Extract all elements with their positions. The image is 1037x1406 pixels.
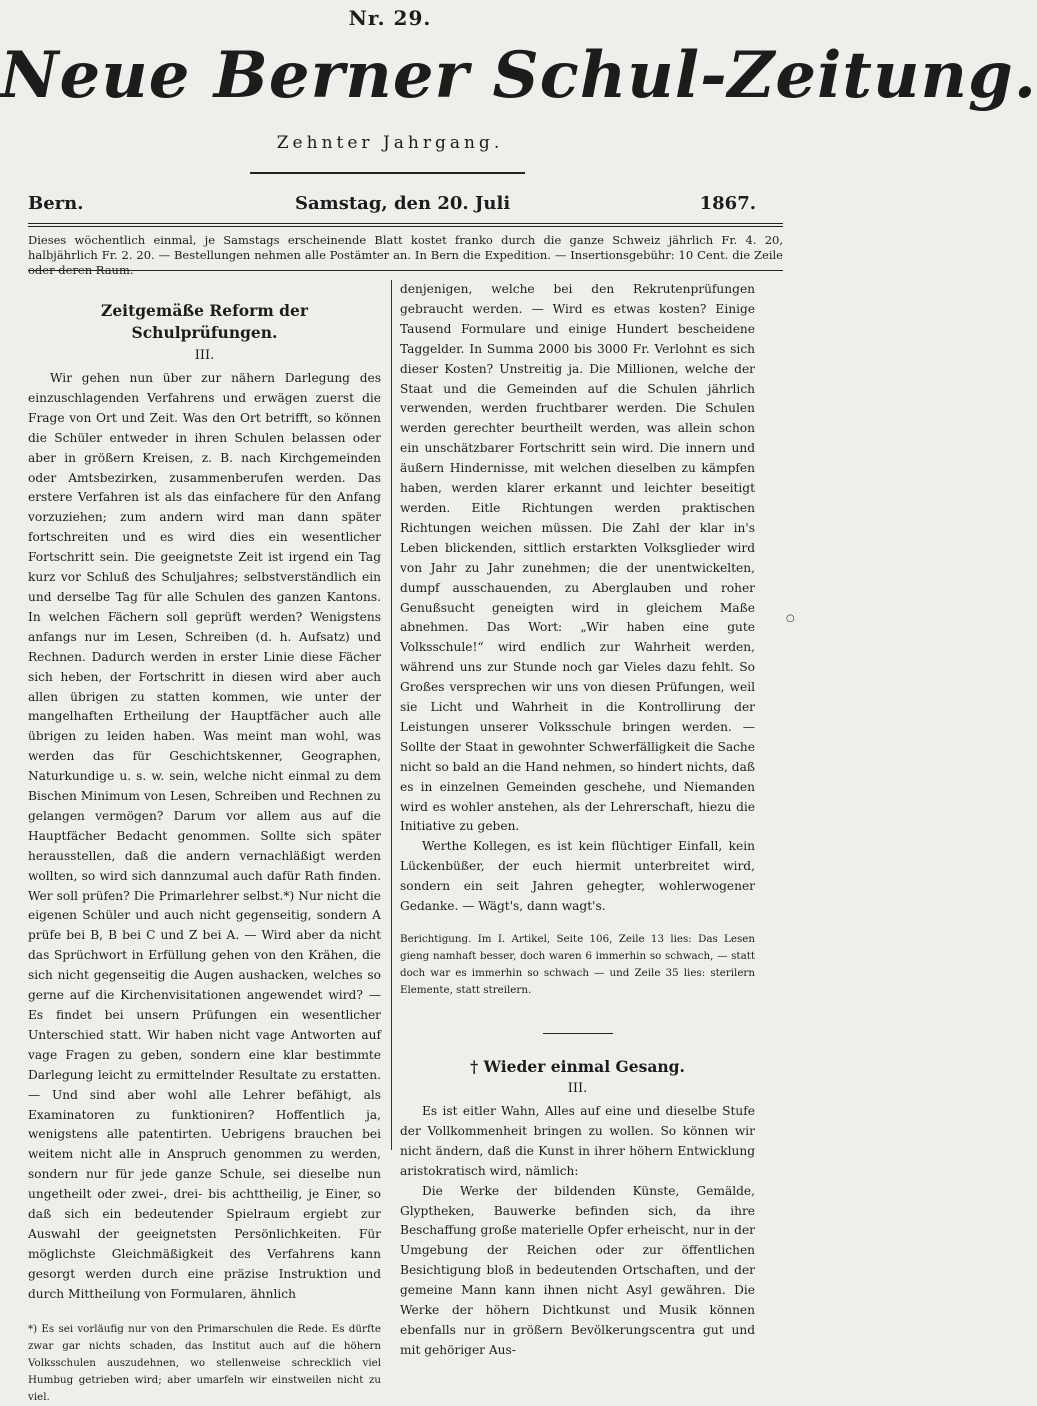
article2-title: † Wieder einmal Gesang. — [470, 1057, 685, 1076]
notice-rule — [28, 270, 783, 271]
article2-part: III. — [567, 1081, 588, 1096]
article2-para1: Es ist eitler Wahn, Alles auf eine und dieselbe Stufe der Vollkommenheit bringen zu wollen. So können wir nicht ändern, daß die Kunst in ihrer höhern Entwicklung aristokratisch wird, nämlich: — [400, 1104, 755, 1178]
correction-notice: Berichtigung. Im I. Artikel, Seite 106, Zeile 13 lies: Das Lesen gieng namhaft besser, doch waren 6 immerhin so schwach, — statt doch war es immerhin so schwach — und Zeile 35 lies: sterilern Elemente, statt streilern. — [400, 933, 755, 996]
article-closing: Werthe Kollegen, es ist kein flüchtiger Einfall, kein Lückenbüßer, der euch hiermit unterbreitet wird, sondern ein seit Jahren gehegter, wohlerwogener Gedanke. — Wägt's, dann wagt's. — [400, 839, 755, 914]
article-continuation: denjenigen, welche bei den Rekrutenprüfungen gebraucht werden. — Wird es etwas kosten? Einige Tausend Formulare und einige Hundert bescheidene Taggelder. In Summa 2000 bis 3000 Fr. Verlohnt es sich dieser Kosten? Unstreitig ja. Die Millionen, welche der Staat und die Gemeinden auf die Schulen jährlich verwenden, werden fruchtbarer werden. Die Schulen werden gerechter beurtheilt werden, was allein schon ein unschätzbarer Fortschritt sein wird. Die innern und äußern Hindernisse, mit welchen dieselben zu kämpfen haben, werden klarer erkannt und leichter beseitigt werden. Eitle Richtungen werden praktischen Richtungen weichen müssen. Die Zahl der klar in's Leben blickenden, sittlich erstarkten Volksglieder wird von Jahr zu Jahr zunehmen; die der unentwickelten, dumpf ausschauenden, zu Aberglauben und roher Genußsucht geneigten wird in gleichem Maße abnehmen. Das Wort: „Wir haben eine gute Volksschule!“ wird endlich zur Wahrheit werden, während uns zur Stunde noch gar Vieles dazu fehlt. So Großes versprechen wir uns von diesen Prüfungen, weil sie Licht und Wahrheit in die Kontrollirung der Leistungen unserer Volksschule bringen werden. — Sollte der Staat in gewohnter Schwerfälligkeit die Sache nicht so bald an die Hand nehmen, so hindert nichts, daß es in einzelnen Gemeinden geschehe, und Niemanden wird es wohler anstehen, als der Lehrerschaft, hiezu die Initiative zu geben. — [400, 282, 755, 834]
volume-line: Zehnter Jahrgang. — [276, 133, 504, 153]
subscription-notice: Dieses wöchentlich einmal, je Samstags erscheinende Blatt kostet franko durch die ganze Schweiz jährlich Fr. 4. 20, halbjährlich Fr. 2. 20. — Bestellungen nehmen alle Postämter an. In Bern die Expedition. — Insertionsgebühr: 10 Cent. die Zeile oder deren Raum. — [28, 233, 783, 277]
article-part: III. — [194, 348, 215, 363]
article2-para2: Die Werke der bildenden Künste, Gemälde, Glyptheken, Bauwerke befinden sich, da ihre Beschaffung große materielle Opfer erheischt, nur in der Umgebung der Reichen oder zur öffentlichen Besichtigung bloß in bedeutenden Ortschaften, und der gemeine Mann kann ihnen nicht Asyl gewähren. Die Werke der höhern Dichtkunst und Musik können ebenfalls nur in größern Bevölkerungscentra gut und mit gehöriger Aus- — [400, 1183, 755, 1357]
right-column — [400, 280, 755, 1361]
left-column — [28, 280, 381, 1406]
section-rule — [543, 1033, 613, 1034]
footnote: *) Es sei vorläufig nur von den Primarschulen die Rede. Es dürfte zwar gar nichts schaden, das Institut auch auf die höhern Volksschulen auszudehnen, wo stellenweise schrecklich viel Humbug getrieben wird; aber umarfeln wir einstweilen nicht zu viel. — [28, 1322, 381, 1403]
dateline-place: Bern. — [28, 193, 84, 214]
margin-circle-icon: ○ — [786, 613, 795, 624]
dateline-date: Samstag, den 20. Juli — [295, 193, 511, 214]
dateline-year: 1867. — [699, 193, 756, 214]
article-body: Wir gehen nun über zur nähern Darlegung des einzuschlagenden Verfahrens und erwägen zuerst die Frage von Ort und Zeit. Was den Ort betrifft, so können die Schüler entweder in ihren Schulen belassen oder aber in größern Kreisen, z. B. nach Kirchgemeinden oder Amtsbezirken, zusammenberufen werden. Das erstere Verfahren ist als das einfachere für den Anfang vorzuziehen; zum andern wird man dann später fortschreiten und es wird dies ein wesentlicher Fortschritt sein. Die geeignetste Zeit ist irgend ein Tag kurz vor Schluß des Schuljahres; selbstverständlich ein und derselbe Tag für alle Schulen des ganzen Kantons. In welchen Fächern soll geprüft werden? Wenigstens anfangs nur im Lesen, Schreiben (d. h. Aufsatz) und Rechnen. Dadurch werden in erster Linie diese Fächer sich heben, der Fortschritt in diesen wird aber auch allen übrigen zu statten kommen, wie unter der mangelhaften Ertheilung der Hauptfächer auch alle übrigen zu leiden haben. Was meint man wohl, was werden das für Geschichtskenner, Geographen, Naturkundige u. s. w. sein, welche nicht einmal zu dem Bischen Minimum von Lesen, Schreiben und Rechnen zu gelangen vermögen? Darum vor allem aus auf die Hauptfächer Bedacht genommen. Sollte sich später herausstellen, daß die andern vernachläßigt werden wollten, so wird sich dannzumal auch dafür Rath finden. Wer soll prüfen? Die Primarlehrer selbst.*) Nur nicht die eigenen Schüler und auch nicht gegenseitig, sondern A prüfe bei B, B bei C und Z bei A. — Wird aber da nicht das Sprüchwort in Erfüllung gehen von den Krähen, die sich nicht gegenseitig die Augen aushacken, welches so gerne auf die Kirchenvisitationen angewendet wird? — Es findet bei unsern Prüfungen ein wesentlicher Unterschied statt. Wir haben nicht vage Antworten auf vage Fragen zu geben, sondern eine klar bestimmte Darlegung leicht zu ermittelnder Resultate zu erstatten. — Und sind aber wohl alle Lehrer befähigt, als Examinatoren zu funktioniren? Hoffentlich ja, wenigstens alle patentirten. Uebrigens brauchen bei weitem nicht alle in Anspruch genommen zu werden, sondern nur für jede ganze Schule, sei dieselbe nun ungetheilt oder zwei-, drei- bis achttheilig, je Einer, so daß sich ein bedeutender Spielraum ergiebt zur Auswahl der geeignetsten Persönlichkeiten. Für möglichste Gleichmäßigkeit des Verfahrens kann gesorgt werden durch eine präzise Instruktion und durch Mittheilung von Formularen, ähnlich — [28, 371, 381, 1301]
issue-number: Nr. 29. — [348, 6, 432, 30]
header-double-rule — [28, 223, 783, 227]
masthead-title: Neue Berner Schul-Zeitung. — [0, 38, 1037, 113]
masthead-rule — [250, 172, 525, 174]
article-title: Zeitgemäße Reform der Schulprüfungen. — [101, 301, 308, 342]
column-divider — [391, 280, 392, 1150]
